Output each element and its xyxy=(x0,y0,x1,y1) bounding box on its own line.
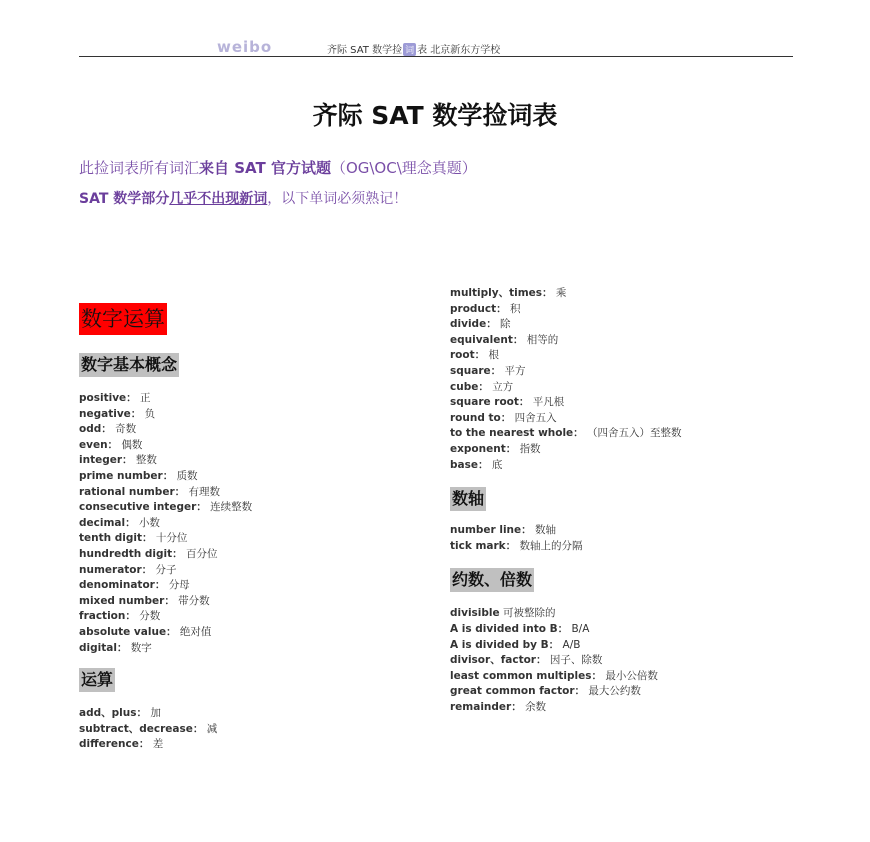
header-badge: 词 xyxy=(403,43,416,56)
vocab-term: hundredth digit： xyxy=(79,547,183,560)
vocab-item xyxy=(450,426,790,442)
vocab-term: positive： xyxy=(79,392,137,404)
vocab-definition: 因子、除数 xyxy=(549,654,603,667)
vocab-term: square root： xyxy=(450,396,530,409)
vocab-definition: 分子 xyxy=(155,563,177,576)
vocab-item xyxy=(79,625,419,641)
vocab-item xyxy=(79,547,419,563)
vocab-definition: 十分位 xyxy=(155,532,188,545)
vocab-term: least common multiples： xyxy=(450,669,603,682)
intro-line-2 xyxy=(79,188,407,208)
vocab-item xyxy=(450,302,790,318)
vocab-item xyxy=(79,706,419,722)
vocab-definition: 数轴上的分隔 xyxy=(519,539,583,552)
vocab-item xyxy=(79,438,419,454)
subsection-title-number-line: 数轴 xyxy=(450,487,486,511)
vocab-term: prime number： xyxy=(79,469,174,482)
vocab-item xyxy=(79,641,419,657)
vocab-definition: 带分数 xyxy=(178,594,210,607)
page-title: 齐际 SAT 数学捡词表 xyxy=(312,101,558,130)
header-text xyxy=(327,41,500,56)
vocab-term: negative： xyxy=(79,407,142,420)
intro-1a: 此捡词表所有词汇 xyxy=(79,159,200,177)
vocab-list-operations xyxy=(79,706,419,753)
vocab-term: A is divided into B： xyxy=(450,622,569,635)
vocab-item xyxy=(79,594,419,610)
vocab-term: great common factor： xyxy=(450,685,586,698)
header-text-after: 表 北京新东方学校 xyxy=(417,45,501,56)
vocab-list-number-line xyxy=(450,523,790,554)
vocab-term: base： xyxy=(450,458,489,471)
vocab-term: rational number： xyxy=(79,485,186,498)
vocab-item xyxy=(450,606,790,622)
vocab-term: consecutive integer： xyxy=(79,501,207,514)
intro-1b: 来自 SAT 官方试题 xyxy=(199,159,331,177)
vocab-term: add、plus： xyxy=(79,707,147,720)
vocab-definition: 负 xyxy=(144,407,156,420)
vocab-definition: 分母 xyxy=(168,579,190,592)
vocab-item xyxy=(450,669,790,685)
vocab-definition: 立方 xyxy=(492,380,514,393)
intro-line-1 xyxy=(79,157,477,178)
vocab-definition: 差 xyxy=(152,738,164,751)
right-column xyxy=(450,286,790,715)
vocab-item xyxy=(79,407,419,423)
vocab-item xyxy=(79,516,419,532)
vocab-list-basic xyxy=(79,391,419,656)
subsection-title-operations: 运算 xyxy=(79,668,115,692)
vocab-definition: 加 xyxy=(150,707,161,720)
vocab-item xyxy=(79,531,419,547)
vocab-term: mixed number： xyxy=(79,594,175,607)
vocab-definition: 根 xyxy=(488,349,499,362)
vocab-item xyxy=(450,638,790,654)
vocab-definition: 乘 xyxy=(555,287,567,299)
vocab-definition: 正 xyxy=(140,392,151,404)
vocab-term: difference： xyxy=(79,738,150,751)
vocab-term: to the nearest whole： xyxy=(450,427,584,440)
vocab-definition: 指数 xyxy=(519,442,541,455)
vocab-definition: A/B xyxy=(562,638,581,651)
vocab-item xyxy=(450,653,790,669)
vocab-term: A is divided by B： xyxy=(450,638,560,651)
vocab-definition: 最小公倍数 xyxy=(605,669,658,682)
vocab-item xyxy=(450,380,790,396)
vocab-term: square： xyxy=(450,364,502,377)
vocab-term: root： xyxy=(450,349,486,362)
vocab-term: integer： xyxy=(79,454,133,467)
vocab-item xyxy=(450,539,790,555)
vocab-definition: 余数 xyxy=(525,700,547,713)
vocab-term: digital： xyxy=(79,641,128,654)
vocab-item xyxy=(79,391,419,407)
vocab-definition: 偶数 xyxy=(121,438,143,451)
vocab-term: even： xyxy=(79,438,119,451)
vocab-item xyxy=(450,684,790,700)
vocab-term: number line： xyxy=(450,524,532,537)
vocab-item xyxy=(79,722,419,738)
vocab-item xyxy=(79,563,419,579)
vocab-item xyxy=(79,422,419,438)
vocab-definition: 质数 xyxy=(176,469,198,482)
vocab-item xyxy=(79,485,419,501)
vocab-definition: 数轴 xyxy=(535,524,557,537)
weibo-logo: weibo xyxy=(217,38,273,56)
vocab-term: divide： xyxy=(450,318,497,331)
intro-2b: 几乎不出现新词 xyxy=(169,191,268,207)
vocab-list-operations-cont xyxy=(450,286,790,473)
vocab-definition: 有理数 xyxy=(188,485,220,498)
vocab-term: fraction： xyxy=(79,610,136,623)
subsection-title-divisors-multiples: 约数、倍数 xyxy=(450,568,534,592)
vocab-item xyxy=(450,523,790,539)
vocab-item xyxy=(450,442,790,458)
vocab-term: denominator： xyxy=(79,579,166,592)
vocab-term: tick mark： xyxy=(450,539,517,552)
vocab-definition: 数字 xyxy=(130,641,152,654)
vocab-item xyxy=(450,348,790,364)
vocab-definition: 连续整数 xyxy=(210,501,253,514)
vocab-definition: 可被整除的 xyxy=(503,607,556,620)
vocab-item xyxy=(450,364,790,380)
vocab-item xyxy=(450,411,790,427)
left-column xyxy=(79,303,419,753)
intro-2c: ，以下单词必须熟记！ xyxy=(267,191,408,207)
vocab-term: absolute value： xyxy=(79,625,177,638)
vocab-definition: 平凡根 xyxy=(532,396,565,409)
vocab-term: decimal： xyxy=(79,516,136,529)
vocab-definition: 分数 xyxy=(139,610,161,623)
vocab-definition: 积 xyxy=(510,302,521,315)
vocab-item xyxy=(79,737,419,753)
vocab-definition: 四舍五入 xyxy=(514,411,557,424)
vocab-term: divisible xyxy=(450,607,500,620)
vocab-term: odd： xyxy=(79,423,112,436)
vocab-definition: 平方 xyxy=(504,364,526,377)
page-header xyxy=(79,38,793,57)
vocab-term: multiply、times： xyxy=(450,287,553,299)
intro-1c: （OG\OC\理念真题） xyxy=(330,159,477,177)
vocab-item xyxy=(450,317,790,333)
vocab-item xyxy=(79,609,419,625)
vocab-definition: 相等的 xyxy=(526,333,559,346)
intro-2a: SAT 数学部分 xyxy=(79,191,170,207)
vocab-term: equivalent： xyxy=(450,333,524,346)
vocab-definition: （四舍五入）至整数 xyxy=(587,427,682,440)
vocab-definition: 减 xyxy=(206,722,218,735)
vocab-term: remainder： xyxy=(450,700,522,713)
vocab-definition: 最大公约数 xyxy=(588,685,641,698)
vocab-definition: 绝对值 xyxy=(179,625,212,638)
vocab-term: round to： xyxy=(450,411,512,424)
section-title-arithmetic: 数字运算 xyxy=(79,303,167,335)
vocab-item xyxy=(79,500,419,516)
vocab-term: divisor、factor： xyxy=(450,654,547,667)
vocab-item xyxy=(450,286,790,302)
vocab-definition: B/A xyxy=(571,622,590,635)
vocab-list-divisors xyxy=(450,606,790,715)
vocab-definition: 百分位 xyxy=(186,547,218,560)
header-text-before: 齐际 SAT 数学捡 xyxy=(327,45,403,56)
vocab-term: numerator： xyxy=(79,563,153,576)
vocab-term: subtract、decrease： xyxy=(79,722,204,735)
vocab-term: cube： xyxy=(450,380,489,393)
vocab-term: product： xyxy=(450,302,507,315)
vocab-definition: 奇数 xyxy=(115,423,137,436)
vocab-item xyxy=(450,333,790,349)
vocab-item xyxy=(450,622,790,638)
vocab-item xyxy=(79,469,419,485)
vocab-item xyxy=(450,700,790,716)
vocab-item xyxy=(79,453,419,469)
vocab-term: exponent： xyxy=(450,442,517,455)
vocab-definition: 底 xyxy=(491,458,503,471)
vocab-item xyxy=(79,578,419,594)
vocab-definition: 整数 xyxy=(135,454,157,467)
subsection-title-basic-concepts: 数字基本概念 xyxy=(79,353,179,377)
vocab-definition: 小数 xyxy=(138,516,160,529)
vocab-term: tenth digit： xyxy=(79,532,153,545)
vocab-item xyxy=(450,395,790,411)
vocab-definition: 除 xyxy=(500,318,511,331)
vocab-item xyxy=(450,458,790,474)
